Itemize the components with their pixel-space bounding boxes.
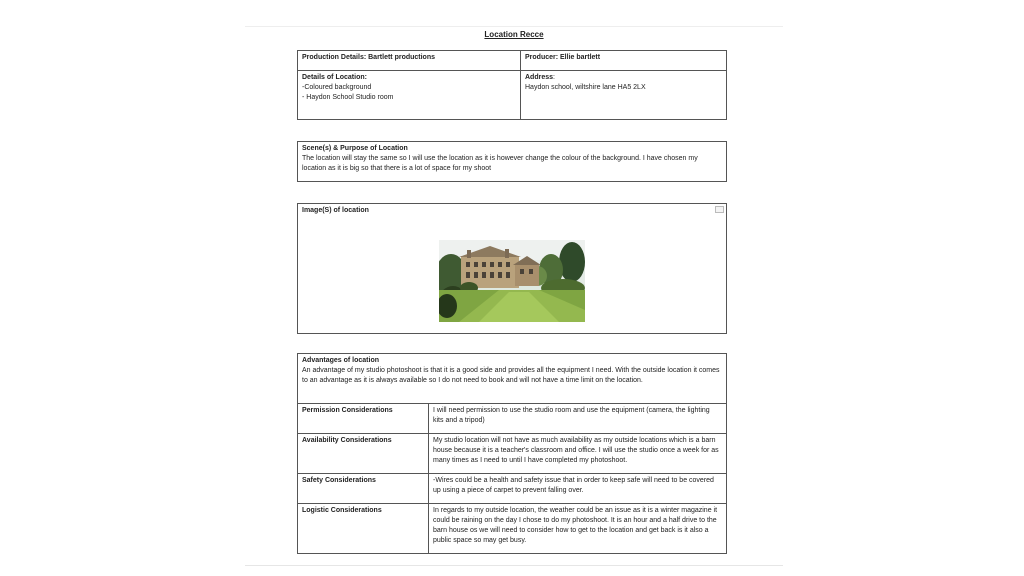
images-heading: Image(S) of location xyxy=(302,207,369,214)
producer-cell: Producer: Ellie bartlett xyxy=(521,51,727,71)
production-table xyxy=(297,50,727,120)
consideration-label: Availability Considerations xyxy=(298,434,429,474)
location-details-heading: Details of Location: xyxy=(302,74,367,81)
scene-text: The location will stay the same so I will use the location as it is however change the colour of the background. I have chosen my location as it is big so that there is a lot of space for my shoot xyxy=(302,155,698,172)
table-row xyxy=(298,474,727,504)
consideration-text: In regards to my outside location, the weather could be an issue as it is a winter magazine it could be raining on the day I chose to do my photoshoot. It is an hour and a half drive to the barn house os we will need to consider how to get to the location and get back is it also a public space so may get busy. xyxy=(429,504,727,554)
table-row xyxy=(298,404,727,434)
images-cell xyxy=(298,204,727,334)
table-row xyxy=(298,504,727,554)
images-table xyxy=(297,203,727,334)
address-heading: Address xyxy=(525,74,554,81)
production-details-cell: Production Details: Bartlett productions xyxy=(298,51,521,71)
advantages-cell xyxy=(298,354,727,404)
table-row xyxy=(298,434,727,474)
consideration-text: My studio location will not have as much availability as my outside locations which is a barn house because it is a teacher's classroom and office. I will use the studio once a week for as many times as I need to until I have completed my photoshoot. xyxy=(429,434,727,474)
collapse-handle-icon[interactable] xyxy=(715,206,724,213)
consideration-text: I will need permission to use the studio room and use the equipment (camera, the lighting kits and a tripod) xyxy=(429,404,727,434)
advantages-text: An advantage of my studio photoshoot is that it is a good side and provides all the equipment I need. With the outside location it comes to an advantage as it is always available so I do not need to book and will not have a time limit on the location. xyxy=(302,367,720,384)
location-details-cell xyxy=(298,71,521,120)
advantages-table xyxy=(297,353,727,554)
consideration-label: Logistic Considerations xyxy=(298,504,429,554)
address-value: Haydon school, wiltshire lane HA5 2LX xyxy=(525,84,646,91)
scene-table xyxy=(297,141,727,182)
address-cell xyxy=(521,71,727,120)
advantages-heading: Advantages of location xyxy=(302,357,380,364)
document-title: Location Recce xyxy=(484,30,544,39)
consideration-text: -Wires could be a health and safety issue that in order to keep safe will need to be covered up using a piece of carpet to prevent falling over. xyxy=(429,474,727,504)
consideration-label: Safety Considerations xyxy=(298,474,429,504)
location-photo xyxy=(439,240,585,322)
location-detail-line: - Haydon School Studio room xyxy=(302,94,394,101)
location-detail-line: -Coloured background xyxy=(302,84,372,91)
scene-cell xyxy=(298,142,727,182)
scene-heading: Scene(s) & Purpose of Location xyxy=(302,145,408,152)
consideration-label: Permission Considerations xyxy=(298,404,429,434)
address-colon: : xyxy=(553,74,555,81)
document-page xyxy=(245,26,783,566)
country-house-photo-icon xyxy=(439,240,585,322)
